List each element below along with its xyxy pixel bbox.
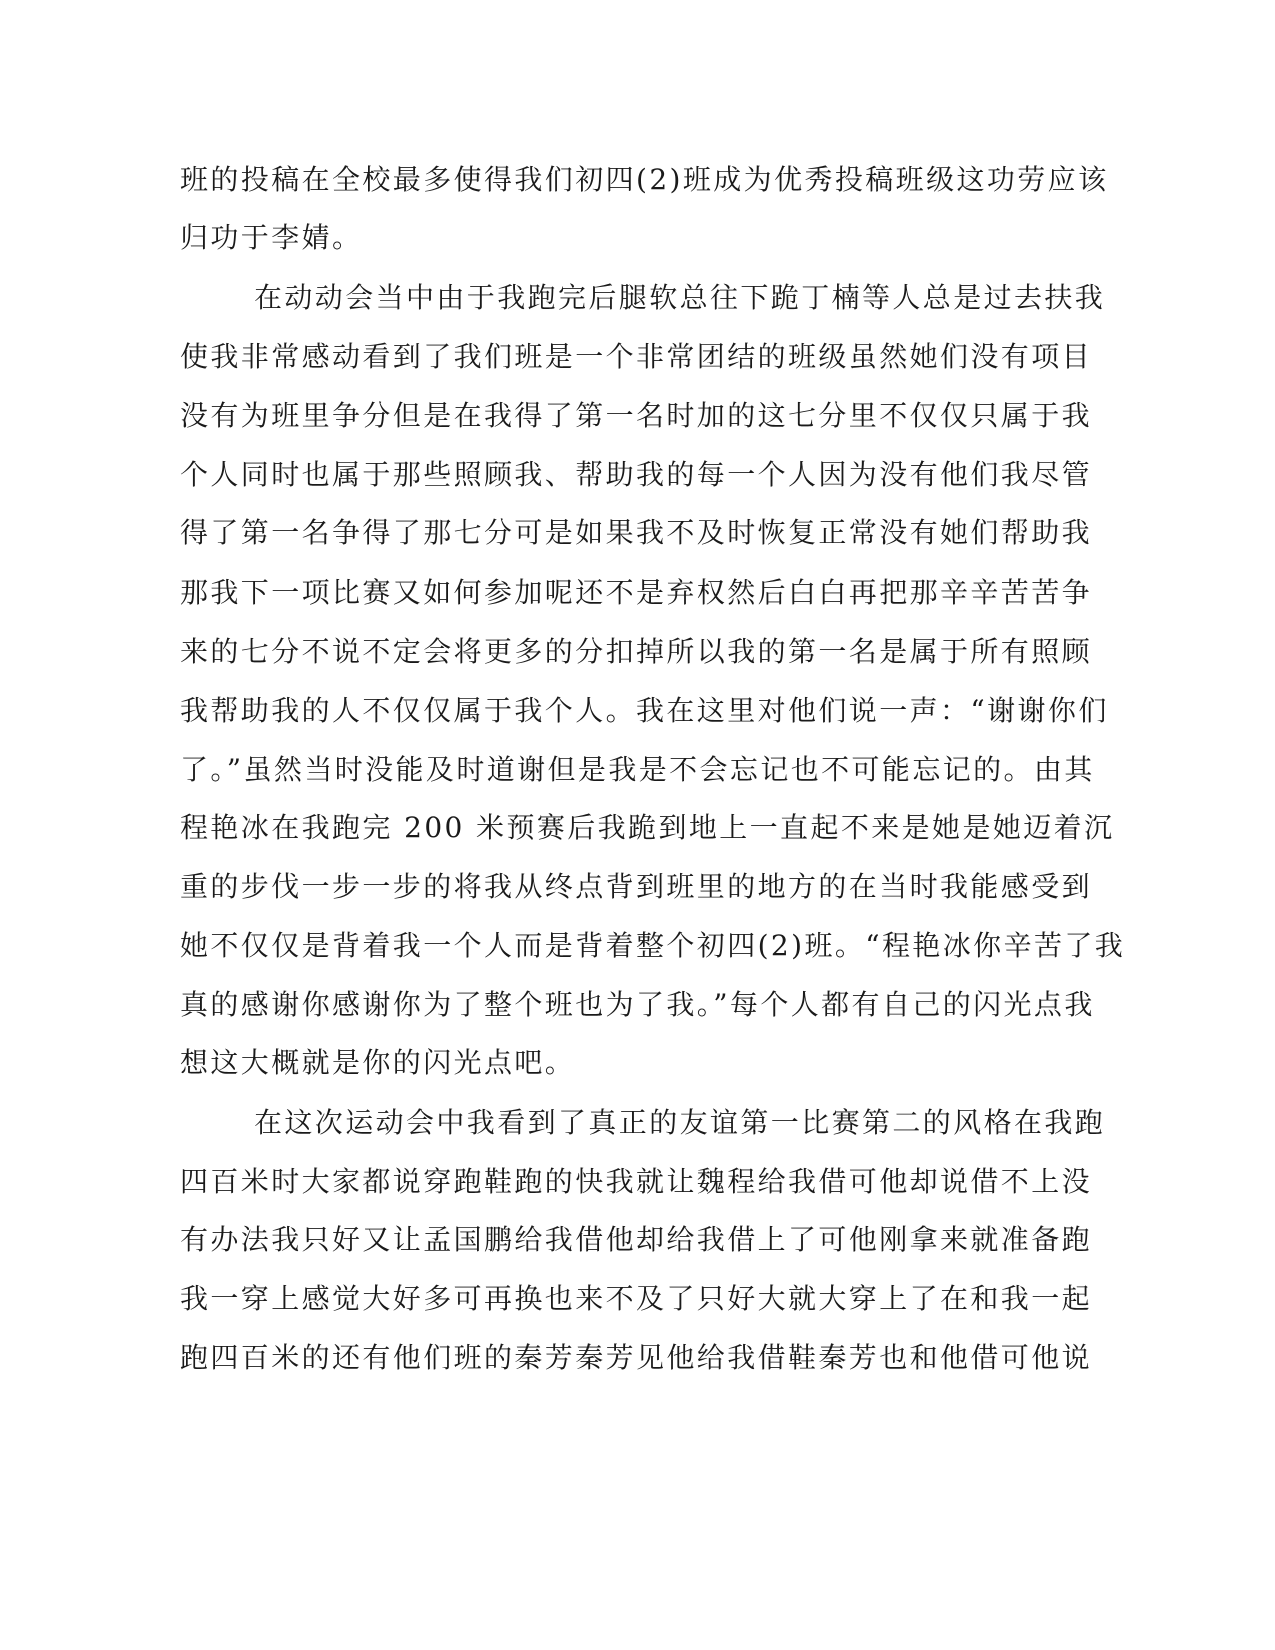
- text-line: 有办法我只好又让孟国鹏给我借他却给我借上了可他刚拿来就准备跑: [180, 1223, 1093, 1256]
- text-line: 她不仅仅是背着我一个人而是背着整个初四(2)班。“程艳冰你辛苦了我: [180, 929, 1126, 962]
- paragraph-first-line: 在这次运动会中我看到了真正的友谊第一比赛第二的风格在我跑: [254, 1106, 1106, 1139]
- text-line: 我一穿上感觉大好多可再换也来不及了只好大就大穿上了在和我一起: [180, 1282, 1093, 1315]
- text-line: 了。”虽然当时没能及时道谢但是我是不会忘记也不可能忘记的。由其: [180, 753, 1095, 786]
- text-line: 程艳冰在我跑完 200 米预赛后我跪到地上一直起不来是她是她迈着沉: [180, 811, 1115, 844]
- text-line: 我帮助我的人不仅仅属于我个人。我在这里对他们说一声：“谢谢你们: [180, 694, 1109, 727]
- text-line: 使我非常感动看到了我们班是一个非常团结的班级虽然她们没有项目: [180, 340, 1093, 373]
- text-line: 那我下一项比赛又如何参加呢还不是弃权然后白白再把那辛辛苦苦争: [180, 576, 1093, 609]
- text-line: 归功于李婧。: [180, 221, 363, 254]
- text-line: 得了第一名争得了那七分可是如果我不及时恢复正常没有她们帮助我: [180, 516, 1093, 549]
- text-line: 想这大概就是你的闪光点吧。: [180, 1046, 576, 1079]
- text-line: 来的七分不说不定会将更多的分扣掉所以我的第一名是属于所有照顾: [180, 635, 1093, 668]
- paragraph-first-line: 在动动会当中由于我跑完后腿软总往下跪丁楠等人总是过去扶我: [254, 281, 1106, 314]
- text-line: 班的投稿在全校最多使得我们初四(2)班成为优秀投稿班级这功劳应该: [180, 163, 1109, 196]
- text-line: 个人同时也属于那些照顾我、帮助我的每一个人因为没有他们我尽管: [180, 458, 1093, 491]
- text-line: 四百米时大家都说穿跑鞋跑的快我就让魏程给我借可他却说借不上没: [180, 1165, 1093, 1198]
- text-line: 跑四百米的还有他们班的秦芳秦芳见他给我借鞋秦芳也和他借可他说: [180, 1341, 1093, 1374]
- text-line: 真的感谢你感谢你为了整个班也为了我。”每个人都有自己的闪光点我: [180, 988, 1095, 1021]
- text-line: 重的步伐一步一步的将我从终点背到班里的地方的在当时我能感受到: [180, 870, 1093, 903]
- text-line: 没有为班里争分但是在我得了第一名时加的这七分里不仅仅只属于我: [180, 399, 1093, 432]
